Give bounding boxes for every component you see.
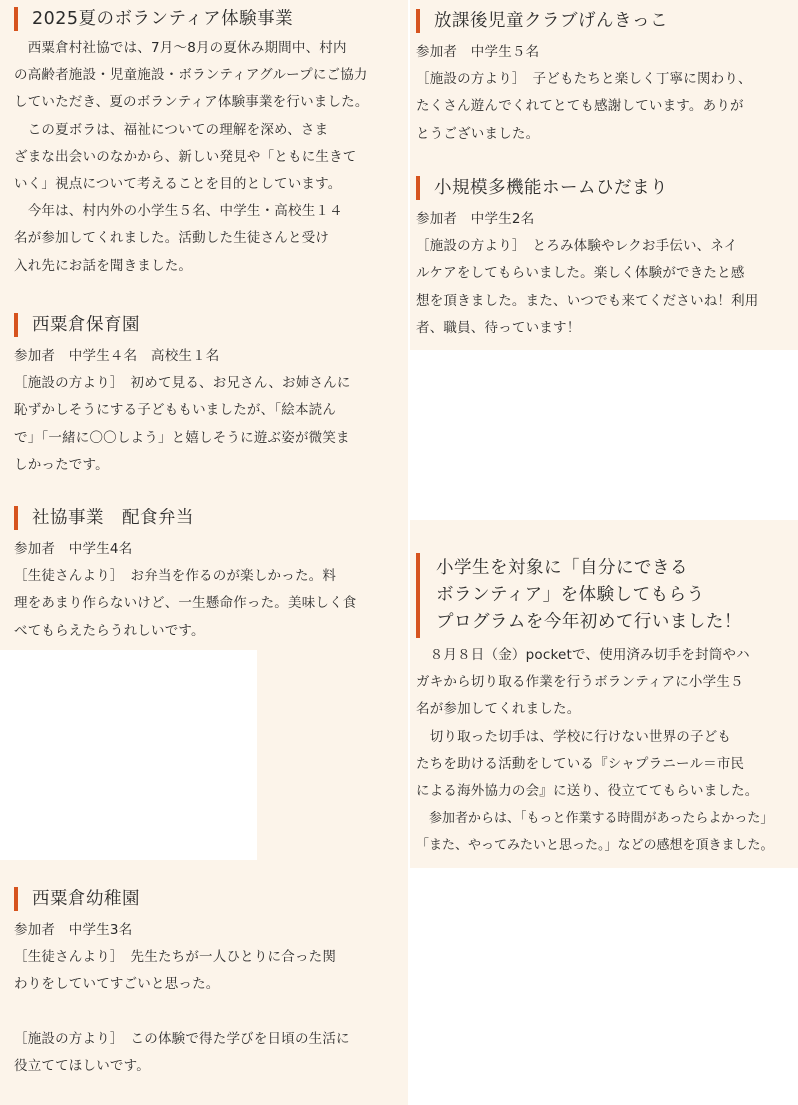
shogakusei-line: ８月８日（金）pocketで、使用済み切手を封筒やハ xyxy=(416,647,750,663)
youchien-title: 西粟倉幼稚園 xyxy=(14,887,396,911)
hoikuen-line: しかったです。 xyxy=(14,456,109,473)
youchien-line: ［生徒さんより］ 先生たちが一人ひとりに合った関 xyxy=(14,949,337,966)
haishoku-section xyxy=(14,506,396,645)
haishoku-line: ［生徒さんより］ お弁当を作るのが楽しかった。料 xyxy=(14,568,337,585)
hidamari-title: 小規模多機能ホームひだまり xyxy=(416,176,792,200)
youchien-line: 参加者 中学生3名 xyxy=(14,922,133,938)
photo-placeholder-right-top xyxy=(410,350,798,520)
shogakusei-line: 「また、やってみたいと思った。」などの感想を頂きました。 xyxy=(416,838,774,854)
shogakusei-line: 名が参加してくれました。 xyxy=(416,701,581,718)
intro-line: の高齢者施設・児童施設・ボランティアグループにご協力 xyxy=(14,67,368,84)
shogakusei-line: ガキから切り取る作業を行うボランティアに小学生５ xyxy=(416,674,744,691)
shogakusei-line: 切り取った切手は、学校に行けない世界の子ども xyxy=(416,728,732,745)
intro-line: 今年は、村内外の小学生５名、中学生・高校生１４ xyxy=(14,203,343,220)
intro-line: 入れ先にお話を聞きました。 xyxy=(14,257,193,274)
youchien-section xyxy=(14,887,396,1080)
intro-title: 2025夏のボランティア体験事業 xyxy=(14,7,396,31)
hidamari-line: 者、職員、待っています！ xyxy=(416,319,581,336)
photo-placeholder-left xyxy=(0,650,257,860)
haishoku-line: 参加者 中学生4名 xyxy=(14,541,133,557)
hoikuen-title: 西粟倉保育園 xyxy=(14,313,396,337)
shogakusei-title xyxy=(416,553,796,638)
haishoku-title: 社協事業 配食弁当 xyxy=(14,506,396,530)
genkikko-section xyxy=(416,9,792,148)
hidamari-line: 参加者 中学生2名 xyxy=(416,211,535,227)
intro-line: ざまな出会いのなかから、新しい発見や「ともに生きて xyxy=(14,148,357,165)
haishoku-line: べてもらえたらうれしいです。 xyxy=(14,622,205,639)
genkikko-line: とうございました。 xyxy=(416,125,540,142)
shogakusei-section xyxy=(416,553,796,860)
hidamari-line: ［施設の方より］ とろみ体験やレクお手伝い、ネイ xyxy=(416,238,738,255)
intro-line: 西粟倉村社協では、7月～8月の夏休み期間中、村内 xyxy=(14,40,347,56)
hoikuen-line: 参加者 中学生４名 高校生１名 xyxy=(14,348,220,364)
haishoku-line: 理をあまり作らないけど、一生懸命作った。美味しく食 xyxy=(14,595,357,612)
shogakusei-title-line: 小学生を対象に「自分にできる xyxy=(436,558,688,578)
intro-line: 名が参加してくれました。活動した生徒さんと受け xyxy=(14,230,330,247)
genkikko-line: たくさん遊んでくれてとても感謝しています。ありが xyxy=(416,98,744,115)
photo-placeholder-right-bottom xyxy=(410,868,798,1105)
hidamari-line: 想を頂きました。また、いつでも来てくださいね！利用 xyxy=(416,292,759,309)
intro-line: していただき、夏のボランティア体験事業を行いました。 xyxy=(14,94,369,111)
youchien-line: ［施設の方より］ この体験で得た学びを日頃の生活に xyxy=(14,1030,350,1047)
hoikuen-line: 恥ずかしそうにする子どももいましたが、「絵本読ん xyxy=(14,402,337,419)
intro-line: この夏ボラは、福祉についての理解を深め、さま xyxy=(14,121,329,138)
shogakusei-line: による海外協力の会』に送り、役立ててもらいました。 xyxy=(416,783,759,800)
genkikko-line: ［施設の方より］ 子どもたちと楽しく丁寧に関わり、 xyxy=(416,71,752,88)
shogakusei-title-line: プログラムを今年初めて行いました！ xyxy=(436,612,742,632)
intro-line: いく」視点について考えることを目的としています。 xyxy=(14,176,342,193)
hoikuen-line: ［施設の方より］ 初めて見る、お兄さん、お姉さんに xyxy=(14,375,351,392)
genkikko-line: 参加者 中学生５名 xyxy=(416,44,540,60)
shogakusei-title-line: ボランティア」を体験してもらう xyxy=(436,585,705,605)
genkikko-title: 放課後児童クラブげんきっこ xyxy=(416,9,792,33)
hoikuen-line: で」「一緒に〇〇しよう」と嬉しそうに遊ぶ姿が微笑ま xyxy=(14,429,350,446)
hidamari-line: ルケアをしてもらいました。楽しく体験ができたと感 xyxy=(416,265,745,282)
intro-section xyxy=(14,7,396,280)
hoikuen-section xyxy=(14,313,396,479)
youchien-line: 役立ててほしいです。 xyxy=(14,1057,150,1074)
shogakusei-line: たちを助ける活動をしている『シャプラニール＝市民 xyxy=(416,755,745,772)
hidamari-section xyxy=(416,176,792,342)
shogakusei-line: 参加者からは、「もっと作業する時間があったらよかった」 xyxy=(416,811,774,827)
youchien-line: わりをしていてすごいと思った。 xyxy=(14,976,220,993)
